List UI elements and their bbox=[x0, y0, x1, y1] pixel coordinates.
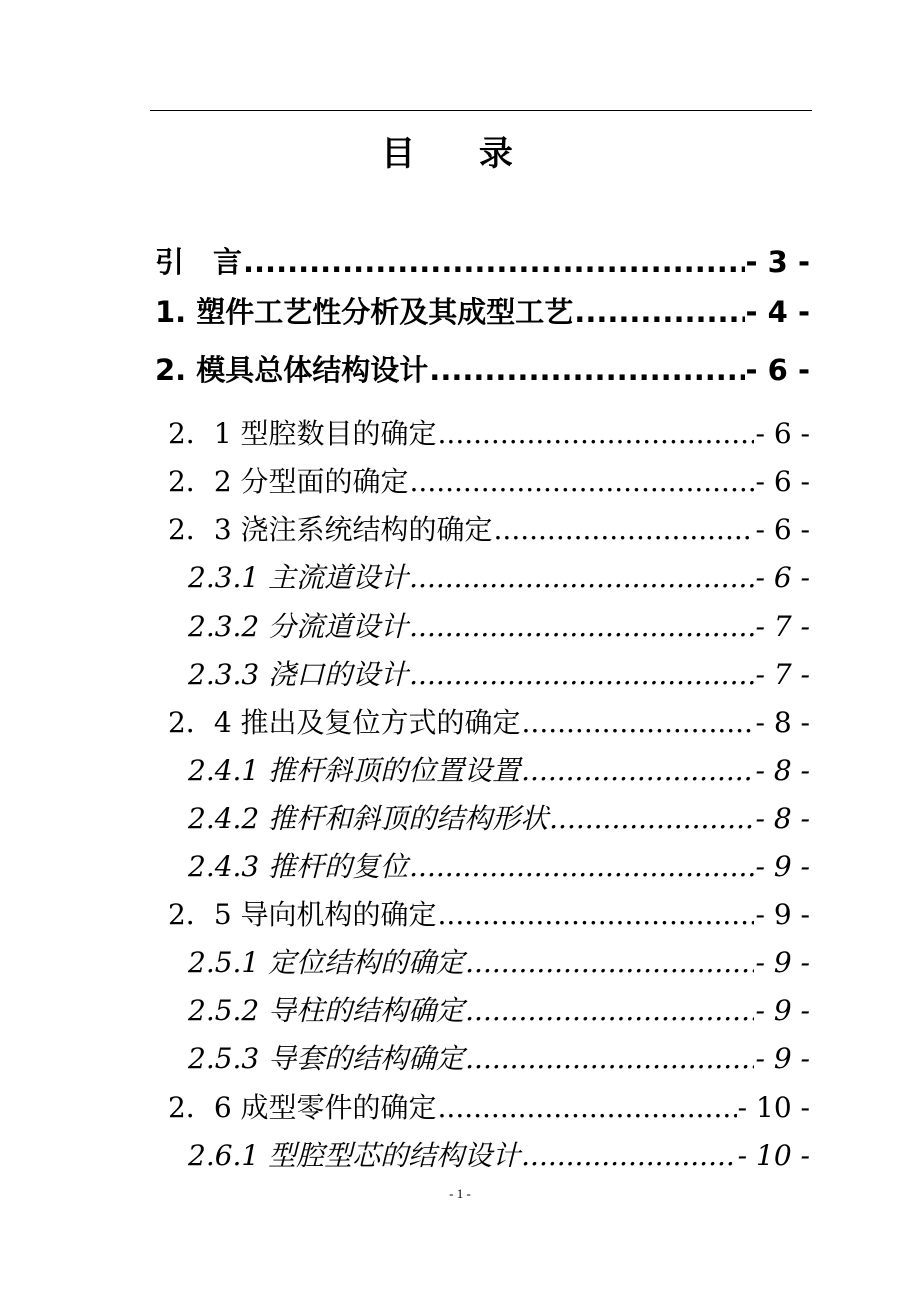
toc-dot-leader bbox=[465, 1042, 754, 1075]
page-number: - 1 - bbox=[449, 1186, 471, 1201]
toc-entry[interactable] bbox=[168, 508, 810, 550]
toc-entry[interactable] bbox=[168, 1086, 810, 1128]
toc-entry-page: - 6 - bbox=[755, 513, 810, 546]
toc-entry-label: 引 言 bbox=[155, 245, 243, 279]
toc-dot-leader bbox=[574, 295, 744, 329]
toc-dot-leader bbox=[521, 754, 754, 787]
toc-entry-label: 2.4.3 推杆的复位 bbox=[188, 850, 409, 883]
toc-entry-page: - 6 - bbox=[755, 561, 810, 594]
toc-entry-label: 2．4 推出及复位方式的确定 bbox=[168, 706, 521, 739]
toc-entry[interactable] bbox=[155, 240, 810, 284]
toc-entry-label: 2.5.3 导套的结构确定 bbox=[188, 1042, 465, 1075]
toc-dot-leader bbox=[409, 610, 754, 643]
toc-entry-label: 2.5.1 定位结构的确定 bbox=[188, 946, 465, 979]
toc-entry[interactable] bbox=[188, 749, 810, 791]
toc-entry[interactable] bbox=[188, 605, 810, 647]
toc-dot-leader bbox=[409, 850, 754, 883]
toc-entry-page: - 10 - bbox=[737, 1091, 810, 1124]
toc-entry-page: - 7 - bbox=[755, 658, 810, 691]
toc-dot-leader bbox=[438, 417, 755, 450]
toc-entry[interactable] bbox=[168, 412, 810, 454]
toc-entry-page: - 8 - bbox=[755, 754, 810, 787]
toc-entry[interactable] bbox=[168, 893, 810, 935]
toc-dot-leader bbox=[409, 561, 754, 594]
toc-dot-leader bbox=[438, 898, 755, 931]
toc-entry[interactable] bbox=[188, 556, 810, 598]
toc-entry-page: - 4 - bbox=[745, 295, 810, 329]
toc-dot-leader bbox=[409, 658, 754, 691]
toc-entry[interactable] bbox=[188, 1037, 810, 1079]
toc-entry[interactable] bbox=[188, 989, 810, 1031]
toc-entry-page: - 7 - bbox=[755, 610, 810, 643]
toc-entry-page: - 3 - bbox=[745, 245, 810, 279]
toc-dot-leader bbox=[494, 513, 755, 546]
toc-dot-leader bbox=[243, 245, 745, 279]
page-title: 目 录 bbox=[381, 134, 539, 174]
toc-entry-label: 1. 塑件工艺性分析及其成型工艺 bbox=[155, 295, 574, 329]
toc-entry-label: 2.4.2 推杆和斜顶的结构形状 bbox=[188, 802, 549, 835]
toc-entry[interactable] bbox=[155, 290, 810, 334]
toc-entry-page: - 9 - bbox=[755, 1042, 810, 1075]
toc-entry-page: - 9 - bbox=[755, 994, 810, 1027]
toc-dot-leader bbox=[410, 465, 755, 498]
toc-entry[interactable] bbox=[168, 460, 810, 502]
toc-entry-label: 2.6.1 型腔型芯的结构设计 bbox=[188, 1139, 521, 1172]
toc-entry-label: 2. 模具总体结构设计 bbox=[155, 353, 429, 387]
toc-entry-page: - 6 - bbox=[755, 465, 810, 498]
toc-entry-label: 2．1 型腔数目的确定 bbox=[168, 417, 437, 450]
toc-entry[interactable] bbox=[168, 701, 810, 743]
toc-dot-leader bbox=[438, 1091, 737, 1124]
toc-entry-label: 2．6 成型零件的确定 bbox=[168, 1091, 437, 1124]
toc-dot-leader bbox=[465, 946, 754, 979]
toc-entry-label: 2．3 浇注系统结构的确定 bbox=[168, 513, 493, 546]
toc-dot-leader bbox=[522, 706, 755, 739]
toc-entry-label: 2.5.2 导柱的结构确定 bbox=[188, 994, 465, 1027]
toc-entry-page: - 9 - bbox=[755, 898, 810, 931]
toc-entry-label: 2.3.1 主流道设计 bbox=[188, 561, 409, 594]
toc-dot-leader bbox=[521, 1139, 736, 1172]
toc-entry-page: - 9 - bbox=[755, 946, 810, 979]
toc-entry-page: - 10 - bbox=[737, 1139, 810, 1172]
toc-entry[interactable] bbox=[188, 797, 810, 839]
toc-entry[interactable] bbox=[188, 941, 810, 983]
toc-dot-leader bbox=[465, 994, 754, 1027]
toc-entry-page: - 8 - bbox=[755, 706, 810, 739]
toc-entry-page: - 6 - bbox=[755, 417, 810, 450]
toc-entry-label: 2．5 导向机构的确定 bbox=[168, 898, 437, 931]
toc-entry-page: - 8 - bbox=[755, 802, 810, 835]
toc-entry[interactable] bbox=[188, 1134, 810, 1176]
toc-dot-leader bbox=[549, 802, 754, 835]
toc-entry-label: 2.4.1 推杆斜顶的位置设置 bbox=[188, 754, 521, 787]
toc-entry-label: 2．2 分型面的确定 bbox=[168, 465, 409, 498]
toc-entry-label: 2.3.2 分流道设计 bbox=[188, 610, 409, 643]
toc-entry-label: 2.3.3 浇口的设计 bbox=[188, 658, 409, 691]
toc-entry-page: - 6 - bbox=[745, 353, 810, 387]
toc-entry[interactable] bbox=[155, 348, 810, 392]
toc-entry[interactable] bbox=[188, 845, 810, 887]
toc-entry[interactable] bbox=[188, 653, 810, 695]
toc-entry-page: - 9 - bbox=[755, 850, 810, 883]
toc-dot-leader bbox=[429, 353, 744, 387]
